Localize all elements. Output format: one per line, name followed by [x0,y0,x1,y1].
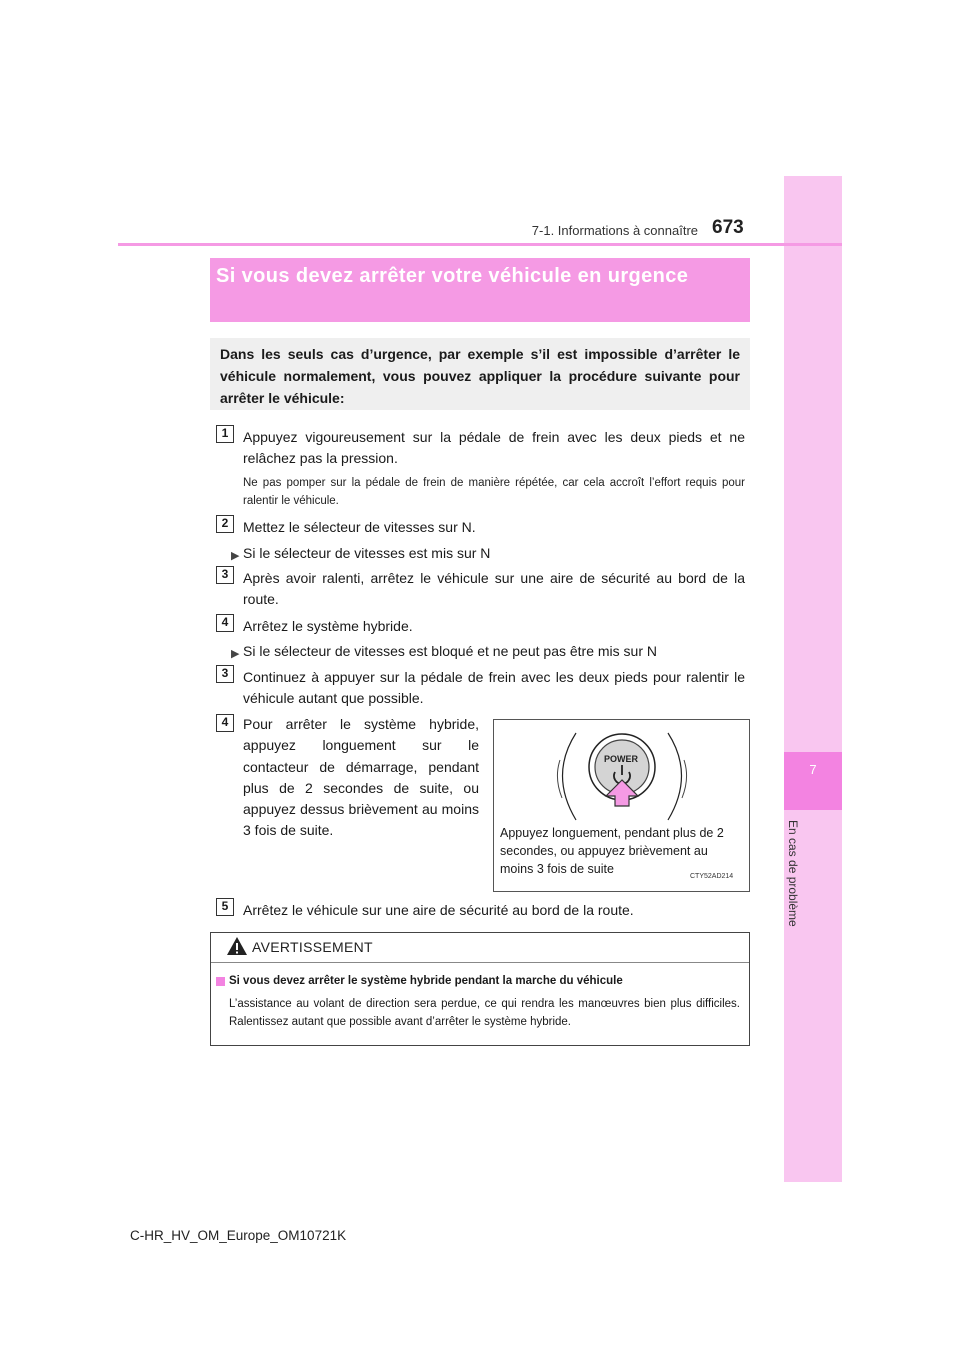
step-badge: 4 [216,714,234,732]
step-text: Pour arrêter le système hybride, appuyez longuement sur le contacteur de démarrage, pendant plus de 2 secondes de suite, ou appuyez dessus brièvement au moins 3 fois de suite. [243,716,479,839]
subhead-arrow-icon: ▶ [231,648,240,660]
step-note: Ne pas pomper sur la pédale de frein de manière répétée, car cela accroît l’effort requis pour ralentir le véhicule. [243,477,745,507]
warning-title: AVERTISSEMENT [252,939,373,955]
power-button-label: POWER [603,754,638,764]
step-badge: 1 [216,425,234,443]
figure-code: CTY52AD214 [690,873,734,880]
chapter-side-tab [784,176,842,1182]
page-number: 673 [712,217,744,238]
warning-text: L’assistance au volant de direction sera perdue, ce qui rendra les manœuvres bien plus difficiles. Ralentissez autant que possible avant d’arrêter le système hybride. [229,998,740,1028]
step-text: Appuyez vigoureusement sur la pédale de frein avec les deux pieds et ne relâchez pas la pression. [243,429,745,466]
header-rule [118,243,842,246]
step-text: Après avoir ralenti, arrêtez le véhicule sur une aire de sécurité au bord de la route. [243,570,745,607]
subhead-arrow-icon: ▶ [231,550,240,562]
step-text: Arrêtez le véhicule sur une aire de sécurité au bord de la route. [243,902,634,918]
section-heading: 7-1. Informations à connaître [531,223,698,238]
step-text: Arrêtez le système hybride. [243,618,413,634]
step-text: Mettez le sélecteur de vitesses sur N. [243,519,476,535]
step-badge: 3 [216,665,234,683]
chapter-label [783,820,803,960]
document-footer: C-HR_HV_OM_Europe_OM10721K [130,1228,347,1243]
subhead: Si le sélecteur de vitesses est mis sur N [243,545,491,561]
step-badge: 3 [216,566,234,584]
chapter-number: 7 [809,762,817,777]
chapter-label-text: En cas de problème [786,820,800,927]
chapter-active-marker [784,752,842,810]
step-text: Continuez à appuyer sur la pédale de frein avec les deux pieds pour ralentir le véhicule autant que possible. [243,669,745,706]
warning-bullet-icon [216,977,225,986]
step-badge: 5 [216,898,234,916]
page-title: Si vous devez arrêter votre véhicule en urgence [216,265,689,287]
step-badge: 2 [216,515,234,533]
warning-divider [211,962,749,963]
subhead: Si le sélecteur de vitesses est bloqué et ne peut pas être mis sur N [243,643,657,659]
figure-caption: Appuyez longuement, pendant plus de 2 secondes, ou appuyez brièvement au moins 3 fois de suite [500,826,724,876]
warning-triangle-icon [226,936,248,961]
intro-text: Dans les seuls cas d’urgence, par exemple s’il est impossible d’arrêter le véhicule normalement, vous pouvez appliquer la procédure suivante pour arrêter le véhicule: [220,346,740,406]
step-badge: 4 [216,614,234,632]
warning-subtitle: Si vous devez arrêter le système hybride pendant la marche du véhicule [229,975,623,987]
